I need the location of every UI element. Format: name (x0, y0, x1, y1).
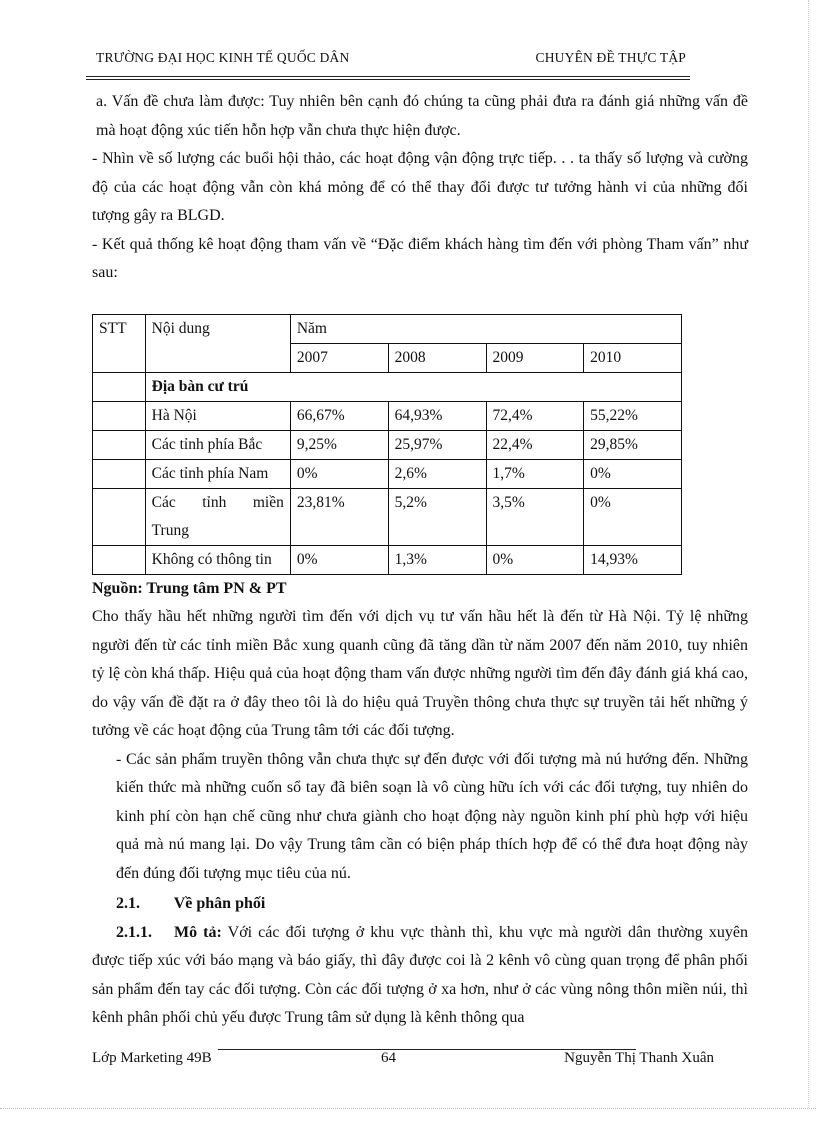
cell-value: 66,67% (290, 401, 388, 430)
footer-author: Nguyễn Thị Thanh Xuân (564, 1050, 714, 1066)
paragraph-media-products: - Các sản phẩm truyền thông vẫn chưa thực sự đến được với đối tượng mà nú hướng đến. Những kiến thức mà những cuốn sổ tay đã biên soạn là vô cùng hữu ích với các đối tượng, tuy nhiên do kinh phí còn hạn chế cũng như chưa giành cho hoạt động này nguồn kinh phí phù hợp với hiệu quả mà nú mang lại. Do vậy Trung tâm cần có biện pháp thích hợp để có thể đưa hoạt động này đến đúng đối tượng mục tiêu của nú. (116, 750, 748, 882)
cell-value: 0% (290, 545, 388, 574)
row-label: Không có thông tin (145, 545, 290, 574)
table-section-row (93, 372, 682, 401)
cell-value: 3,5% (486, 488, 584, 545)
section-title: Về phân phối (173, 895, 266, 912)
client-residence-table (92, 314, 682, 575)
page-edge-bottom (0, 1108, 816, 1109)
subsection-label: Mô tả: (174, 923, 222, 941)
stt-cell (93, 488, 146, 545)
year-2010: 2010 (584, 343, 682, 372)
cell-value: 9,25% (290, 430, 388, 459)
cell-value: 5,2% (388, 488, 486, 545)
page-body (92, 88, 748, 1033)
header-year-group: Năm (290, 314, 681, 343)
section-residence: Địa bàn cư trú (145, 372, 681, 401)
paragraph-unfinished-issues: a. Vấn đề chưa làm được: Tuy nhiên bên cạnh đó chúng ta cũng phải đưa ra đánh giá những vấn đề mà hoạt động xúc tiến hỗn hợp vẫn chưa thực hiện được. (96, 93, 748, 139)
cell-value: 14,93% (584, 545, 682, 574)
cell-value: 55,22% (584, 401, 682, 430)
table-row (93, 401, 682, 430)
section-stt-cell (93, 372, 146, 401)
paragraph-findings: Cho thấy hầu hết những người tìm đến với dịch vụ tư vấn hầu hết là đến từ Hà Nội. Tỷ lệ những người đến từ các tỉnh miền Bắc xung quanh cũng đã tăng dần từ năm 2007 đến năm 2010, tuy nhiên tỷ lệ còn khá thấp. Hiệu quả của hoạt động tham vấn được những người tìm đến đây đánh giá khá cao, do vậy vấn đề đặt ra ở đây theo tôi là do hiệu quả Truyền thông chưa thực sự truyền tải hết những ý tưởng về các hoạt động của Trung tâm tới các đối tượng. (92, 608, 748, 739)
table-row (93, 545, 682, 574)
cell-value: 0% (290, 459, 388, 488)
year-2007: 2007 (290, 343, 388, 372)
cell-value: 72,4% (486, 401, 584, 430)
row-label-line1: Các tỉnh miền (151, 493, 284, 511)
paragraph-events-count: - Nhìn về số lượng các buổi hội thảo, các hoạt động vận động trực tiếp. . . ta thấy số lượng và cường độ của các hoạt động vẫn còn khá mỏng để có thể thay đổi được tư tưởng hành vi của những đối tượng gây ra BLGD. (92, 150, 748, 224)
cell-value: 25,97% (388, 430, 486, 459)
footer-class: Lớp Marketing 49B (92, 1050, 212, 1066)
year-2009: 2009 (486, 343, 584, 372)
cell-value: 1,7% (486, 459, 584, 488)
row-label-line2: Trung (151, 521, 189, 539)
cell-value: 0% (584, 459, 682, 488)
cell-value: 0% (584, 488, 682, 545)
row-label: Hà Nội (145, 401, 290, 430)
cell-value: 0% (486, 545, 584, 574)
row-label: Các tỉnh phía Bắc (145, 430, 290, 459)
stt-cell (93, 545, 146, 574)
subsection-text: Với các đối tượng ở khu vực thành thì, khu vực mà người dân thường xuyên được tiếp xúc với báo mạng và báo giấy, thì đây được coi là 2 kênh vô cùng quan trọng để phân phối sản phẩm đến tay các đối tượng. Còn các đối tượng ở xa hơn, như ở các vùng nông thôn miền núi, thì kênh phân phối chủ yếu được Trung tâm sử dụng là kênh thông qua (92, 923, 748, 1026)
table-row (93, 488, 682, 545)
table-row (93, 459, 682, 488)
page-edge-right (808, 0, 809, 1108)
cell-value: 64,93% (388, 401, 486, 430)
table-source: Nguồn: Trung tâm PN & PT (92, 579, 287, 597)
header-double-rule (86, 76, 690, 80)
paragraph-consulting-stats: - Kết quả thống kê hoạt động tham vấn về “Đặc điểm khách hàng tìm đến với phòng Tham vấn” như sau: (92, 235, 748, 281)
stt-cell (93, 401, 146, 430)
section-heading (92, 890, 748, 919)
subsection-paragraph (92, 919, 748, 1033)
header-university: TRƯỜNG ĐẠI HỌC KINH TẾ QUỐC DÂN (96, 50, 350, 65)
subsection-number: 2.1.1. (116, 923, 152, 941)
year-2008: 2008 (388, 343, 486, 372)
cell-value: 1,3% (388, 545, 486, 574)
header-stt: STT (93, 314, 146, 372)
header-topic: CHUYÊN ĐỀ THỰC TẬP (535, 50, 686, 65)
row-label: Các tỉnh phía Nam (145, 459, 290, 488)
stt-cell (93, 430, 146, 459)
table-header-row (93, 314, 682, 343)
table-row (93, 430, 682, 459)
header-content: Nội dung (145, 314, 290, 372)
row-label (145, 488, 290, 545)
cell-value: 22,4% (486, 430, 584, 459)
cell-value: 2,6% (388, 459, 486, 488)
cell-value: 29,85% (584, 430, 682, 459)
cell-value: 23,81% (290, 488, 388, 545)
page-number: 64 (381, 1050, 396, 1066)
section-number: 2.1. (116, 895, 140, 912)
stt-cell (93, 459, 146, 488)
